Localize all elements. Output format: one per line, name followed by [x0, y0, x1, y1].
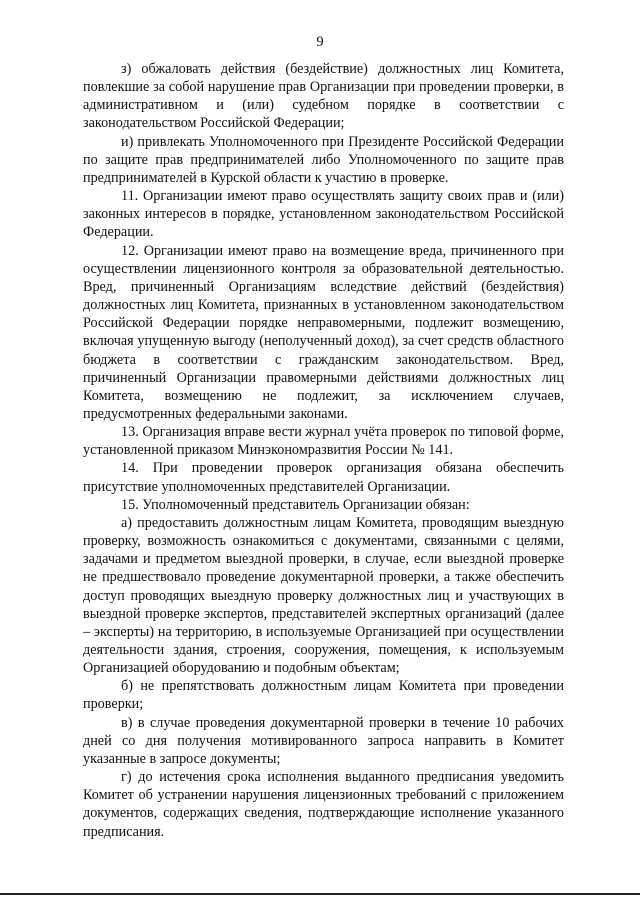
paragraph-11-protection: 11. Организации имеют право осуществлять защиту своих прав и (или) законных интересов в порядке, установленном законодательством Российской Федерации.: [83, 188, 564, 241]
paragraph-b-no-obstruction: б) не препятствовать должностным лицам Комитета при проведении проверки;: [83, 678, 564, 713]
paragraph-v-documents: в) в случае проведения документарной проверки в течение 10 рабочих дней со дня получения мотивированного запроса направить в Комитет указанные в запросе документы;: [83, 714, 564, 767]
paragraph-i-ombudsman: и) привлекать Уполномоченного при Президенте Российской Федерации по защите прав предпринимателей либо Уполномоченного по защите прав предпринимателей в Курской области к участию в проверке.: [83, 133, 564, 186]
paragraph-g-notification: г) до истечения срока исполнения выданного предписания уведомить Комитет об устранении нарушения лицензионных требований с приложением документов, содержащих сведения, подтверждающие исполнение указанного предписания.: [83, 769, 564, 840]
paragraph-14-presence: 14. При проведении проверок организация обязана обеспечить присутствие уполномоченных представителей Организации.: [83, 460, 564, 495]
paragraph-a-access: а) предоставить должностным лицам Комитета, проводящим выездную проверку, возможность ознакомиться с документами, связанными с целями, задачами и предметом выездной проверки, в случае, если выездной проверке не предшествовало проведение документарной проверки, а также обеспечить доступ проводящих выездную проверку должностных лиц и участвующих в выездной проверке экспертов, представителей экспертных организаций (далее – эксперты) на территорию, в используемые Организацией при осуществлении деятельности здания, строения, сооружения, помещения, к используемым Организацией оборудованию и подобным объектам;: [83, 514, 564, 677]
paragraph-z-appeal: з) обжаловать действия (бездействие) должностных лиц Комитета, повлекшие за собой нарушение прав Организации при проведении проверки, в административном и (или) судебном порядке в соответствии с законодательством Российской Федерации;: [83, 61, 564, 132]
document-body: [83, 60, 564, 841]
page-number: 9: [316, 34, 324, 50]
page-bottom-edge: [0, 893, 640, 895]
paragraph-13-journal: 13. Организация вправе вести журнал учёта проверок по типовой форме, установленной приказом Минэкономразвития России № 141.: [83, 424, 564, 459]
paragraph-15-obligations: 15. Уполномоченный представитель Организации обязан:: [121, 496, 470, 513]
paragraph-12-compensation: 12. Организации имеют право на возмещение вреда, причиненного при осуществлении лицензионного контроля за образовательной деятельностью. Вред, причиненный Организациям вследствие действий (бездействия) должностных лиц Комитета, признанных в установленном законодательством Российской Федерации порядке неправомерными, подлежит возмещению, включая упущенную выгоду (неполученный доход), за счет средств областного бюджета в соответствии с гражданским законодательством. Вред, причиненный Организации правомерными действиями должностных лиц Комитета, возмещению не подлежит, за исключением случаев, предусмотренных федеральными законами.: [83, 242, 564, 422]
